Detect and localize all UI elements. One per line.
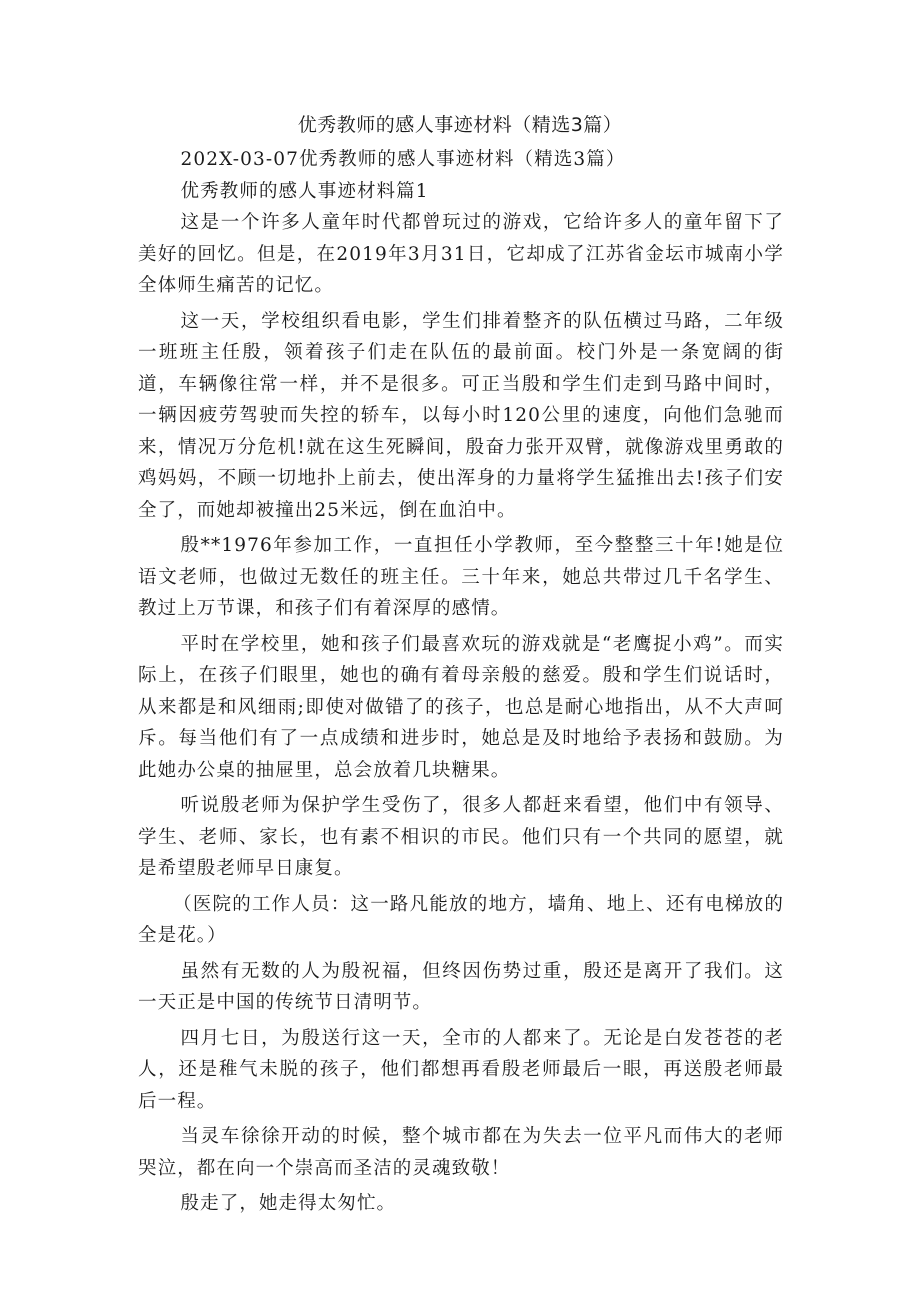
body-paragraph: 殷走了，她走得太匆忙。 xyxy=(180,1193,397,1214)
body-paragraph: 当灵车徐徐开动的时候，整个城市都在为失去一位平凡而伟大的老师哭泣，都在向一个崇高而圣洁的灵魂致敬！ xyxy=(138,1126,784,1179)
body-paragraph: 平时在学校里，她和孩子们最喜欢玩的游戏就是“老鹰捉小鸡”。而实际上，在孩子们眼里，她也的确有着母亲般的慈爱。殷和学生们说话时，从来都是和风细雨;即使对做错了的孩子，也总是耐心地指出，从不大声呵斥。每当他们有了一点成绩和进步时，她总是及时地给予表扬和鼓励。为此她办公桌的抽屉里，总会放着几块糖果。 xyxy=(138,633,784,781)
body-paragraph-note: （医院的工作人员：这一路凡能放的地方，墙角、地上、还有电梯放的全是花。） xyxy=(138,893,784,946)
body-paragraph: 这一天，学校组织看电影，学生们排着整齐的队伍横过马路，二年级一班班主任殷，领着孩子们走在队伍的最前面。校门外是一条宽阔的街道，车辆像往常一样，并不是很多。可正当殷和学生们走到马路中间时，一辆因疲劳驾驶而失控的轿车，以每小时120公里的速度，向他们急驰而来，情况万分危机!就在这生死瞬间，殷奋力张开双臂，就像游戏里勇敢的鸡妈妈，不顾一切地扑上前去，使出浑身的力量将学生猛推出去!孩子们安全了，而她却被撞出25米远，倒在血泊中。 xyxy=(138,310,784,521)
body-paragraph: 殷**1976年参加工作，一直担任小学教师，至今整整三十年!她是位语文老师，也做过无数任的班主任。三十年来，她总共带过几千名学生、教过上万节课，和孩子们有着深厚的感情。 xyxy=(138,535,784,619)
section-heading: 优秀教师的感人事迹材料篇1 xyxy=(180,180,429,202)
body-paragraph: 听说殷老师为保护学生受伤了，很多人都赶来看望，他们中有领导、学生、老师、家长，也有素不相识的市民。他们只有一个共同的愿望，就是希望殷老师早日康复。 xyxy=(138,795,784,879)
body-paragraph: 四月七日，为殷送行这一天，全市的人都来了。无论是白发苍苍的老人，还是稚气未脱的孩子，他们都想再看殷老师最后一眼，再送殷老师最后一程。 xyxy=(138,1027,784,1112)
body-paragraph: 这是一个许多人童年时代都曾玩过的游戏，它给许多人的童年留下了美好的回忆。但是，在2019年3月31日，它却成了江苏省金坛市城南小学全体师生痛苦的记忆。 xyxy=(138,212,784,296)
document-body xyxy=(138,144,784,1224)
document-title: 优秀教师的感人事迹材料（精选3篇） xyxy=(297,114,623,136)
body-paragraph: 虽然有无数的人为殷祝福，但终因伤势过重，殷还是离开了我们。这一天正是中国的传统节日清明节。 xyxy=(138,960,784,1013)
date-line: 202X-03-07优秀教师的感人事迹材料（精选3篇） xyxy=(180,149,626,170)
